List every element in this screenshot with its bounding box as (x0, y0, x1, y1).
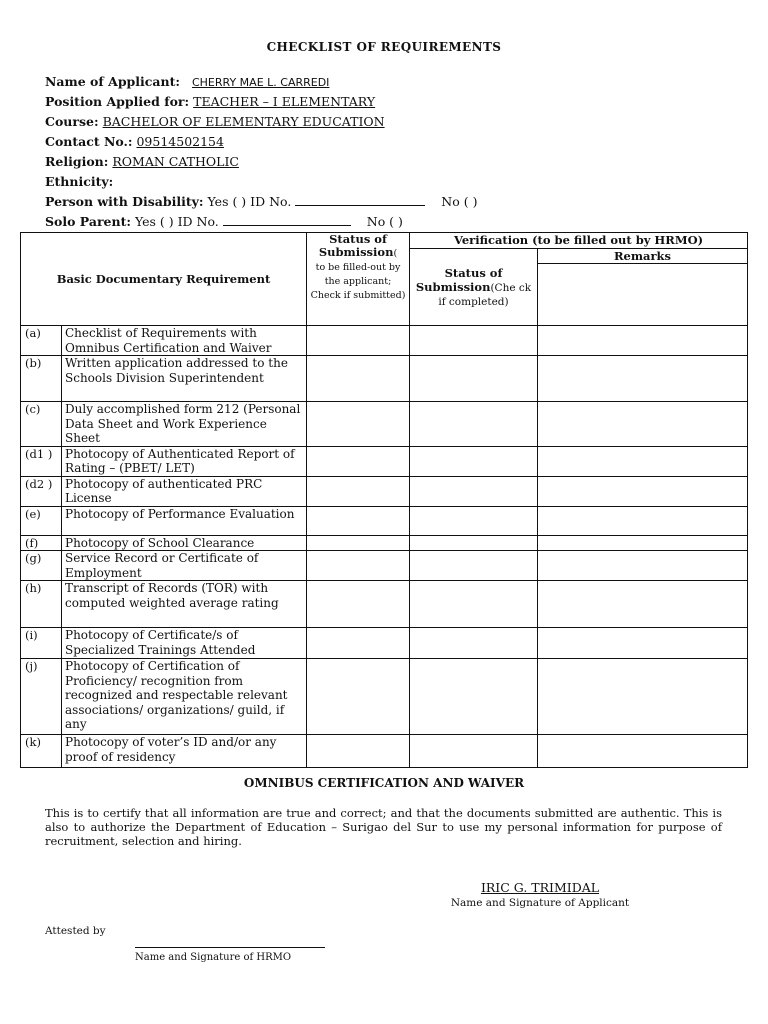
applicant-status-cell (307, 402, 410, 447)
requirement-text: Service Record or Certificate of Employment (62, 551, 307, 581)
pwd-row (45, 192, 477, 212)
requirements-table (20, 232, 748, 768)
requirement-text: Photocopy of voter’s ID and/or any proof of residency (62, 735, 307, 768)
requirement-text: Duly accomplished form 212 (Personal Data Sheet and Work Experience Sheet (62, 402, 307, 447)
hrmo-status-cell (410, 535, 538, 551)
applicant-signature-caption: Name and Signature of Applicant (450, 897, 630, 909)
hrmo-status-header (410, 249, 538, 326)
applicant-status-cell (307, 581, 410, 628)
requirement-code: (e) (21, 506, 62, 535)
requirement-text: Photocopy of authenticated PRC License (62, 476, 307, 506)
table-row (21, 356, 748, 402)
applicant-status-cell (307, 476, 410, 506)
hrmo-status-cell (410, 659, 538, 735)
requirement-code: (b) (21, 356, 62, 402)
requirement-code: (f) (21, 535, 62, 551)
remarks-cell (538, 551, 748, 581)
hrmo-status-cell (410, 628, 538, 659)
requirement-text: Checklist of Requirements with Omnibus Certification and Waiver (62, 326, 307, 356)
table-row (21, 446, 748, 476)
requirement-text: Photocopy of Performance Evaluation (62, 506, 307, 535)
hrmo-status-cell (410, 402, 538, 447)
hrmo-status-cell (410, 551, 538, 581)
requirements-body (21, 326, 748, 768)
pwd-no: No ( ) (441, 194, 478, 209)
requirement-code: (k) (21, 735, 62, 768)
solo-no: No ( ) (366, 214, 403, 229)
applicant-status-paren: ( (393, 248, 398, 259)
ethnicity-row (45, 172, 477, 192)
requirement-text: Transcript of Records (TOR) with computed weighted average rating (62, 581, 307, 628)
applicant-name-label: Name of Applicant: (45, 74, 180, 89)
remarks-cell (538, 628, 748, 659)
applicant-name-row (45, 72, 477, 92)
religion-value: ROMAN CATHOLIC (112, 154, 239, 169)
hrmo-signature-caption: Name and Signature of HRMO (135, 952, 292, 963)
table-row (21, 581, 748, 628)
applicant-info (45, 72, 477, 232)
hrmo-status-title: Status of Submission (415, 266, 503, 294)
religion-label: Religion: (45, 154, 109, 169)
applicant-status-cell (307, 535, 410, 551)
applicant-status-cell (307, 628, 410, 659)
hrmo-signature-line (135, 947, 325, 948)
hrmo-status-cell (410, 735, 538, 768)
requirement-code: (d2 ) (21, 476, 62, 506)
requirement-code: (a) (21, 326, 62, 356)
applicant-status-cell (307, 659, 410, 735)
requirement-code: (i) (21, 628, 62, 659)
requirement-code: (h) (21, 581, 62, 628)
hrmo-status-cell (410, 476, 538, 506)
requirement-code: (g) (21, 551, 62, 581)
hrmo-status-cell (410, 356, 538, 402)
table-row (21, 551, 748, 581)
applicant-status-cell (307, 551, 410, 581)
pwd-label: Person with Disability: (45, 194, 204, 209)
hrmo-status-cell (410, 326, 538, 356)
remarks-cell (538, 326, 748, 356)
remarks-cell (538, 735, 748, 768)
applicant-name-value: CHERRY MAE L. CARREDI (191, 76, 330, 89)
requirement-text: Photocopy of School Clearance (62, 535, 307, 551)
course-label: Course: (45, 114, 99, 129)
position-row (45, 92, 477, 112)
applicant-status-cell (307, 735, 410, 768)
remarks-cell (538, 446, 748, 476)
position-label: Position Applied for: (45, 94, 190, 109)
applicant-status-header (307, 233, 410, 326)
remarks-cell (538, 402, 748, 447)
course-row (45, 112, 477, 132)
table-row (21, 735, 748, 768)
remarks-cell (538, 356, 748, 402)
table-row (21, 506, 748, 535)
applicant-status-cell (307, 506, 410, 535)
applicant-status-instructions: to be filled-out by the applicant; Check if submitted) (310, 262, 406, 301)
requirement-text: Photocopy of Certification of Proficiency/ recognition from recognized and respectable relevant associations/ organizations/ guild, if any (62, 659, 307, 735)
solo-yes-id: Yes ( ) ID No. (134, 214, 219, 229)
applicant-status-cell (307, 356, 410, 402)
remarks-cell (538, 506, 748, 535)
hrmo-status-cell (410, 446, 538, 476)
table-row (21, 628, 748, 659)
applicant-status-title: Status of Submission (318, 232, 394, 259)
verification-header: Verification (to be filled out by HRMO) (410, 233, 748, 249)
solo-id-blank (223, 213, 351, 226)
omnibus-text: This is to certify that all information are true and correct; and that the documents submitted are authentic. This is also to authorize the Department of Education – Surigao del Sur to use my personal information for purpose of recruitment, selection and hiring. (45, 806, 722, 848)
solo-parent-row (45, 212, 477, 232)
applicant-status-cell (307, 326, 410, 356)
position-value: TEACHER – I ELEMENTARY (193, 94, 376, 109)
applicant-signature-name: IRIC G. TRIMIDAL (480, 880, 600, 895)
requirement-code: (c) (21, 402, 62, 447)
religion-row (45, 152, 477, 172)
table-row (21, 535, 748, 551)
remarks-cell (538, 659, 748, 735)
table-row (21, 402, 748, 447)
requirement-header: Basic Documentary Requirement (21, 233, 307, 326)
table-row (21, 326, 748, 356)
remarks-cell (538, 535, 748, 551)
requirement-code: (d1 ) (21, 446, 62, 476)
contact-value: 09514502154 (136, 134, 224, 149)
requirement-text: Photocopy of Certificate/s of Specialized Trainings Attended (62, 628, 307, 659)
requirement-code: (j) (21, 659, 62, 735)
remarks-header-label: Remarks (538, 249, 747, 264)
remarks-header (538, 249, 748, 326)
omnibus-title: OMNIBUS CERTIFICATION AND WAIVER (243, 776, 525, 790)
table-row (21, 476, 748, 506)
remarks-cell (538, 581, 748, 628)
course-value: BACHELOR OF ELEMENTARY EDUCATION (102, 114, 385, 129)
attested-by-label: Attested by (45, 925, 106, 937)
requirement-text: Photocopy of Authenticated Report of Rating – (PBET/ LET) (62, 446, 307, 476)
document-title: CHECKLIST OF REQUIREMENTS (266, 40, 502, 54)
pwd-yes-id: Yes ( ) ID No. (207, 194, 292, 209)
ethnicity-label: Ethnicity: (45, 174, 114, 189)
contact-row (45, 132, 477, 152)
pwd-id-blank (295, 193, 425, 206)
requirement-text: Written application addressed to the Schools Division Superintendent (62, 356, 307, 402)
solo-parent-label: Solo Parent: (45, 214, 131, 229)
hrmo-status-cell (410, 506, 538, 535)
contact-label: Contact No.: (45, 134, 133, 149)
hrmo-status-instructions: (Che ck if completed) (438, 282, 532, 308)
remarks-cell (538, 476, 748, 506)
hrmo-status-cell (410, 581, 538, 628)
applicant-status-cell (307, 446, 410, 476)
table-row (21, 659, 748, 735)
